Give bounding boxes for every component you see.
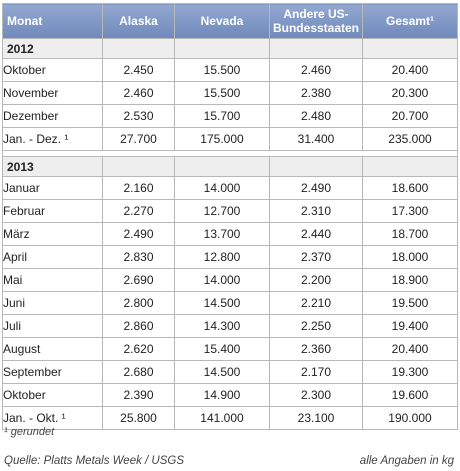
month-cell: Jan. - Dez. ¹ [3,128,103,151]
footnote: ¹ gerundet [4,426,55,438]
nevada-cell: 14.500 [175,361,270,384]
andere-cell: 2.380 [270,82,363,105]
month-cell: Juni [3,292,103,315]
alaska-cell: 2.800 [103,292,175,315]
table-row [3,82,458,105]
andere-cell: 2.480 [270,105,363,128]
andere-cell: 23.100 [270,407,363,430]
alaska-cell: 2.860 [103,315,175,338]
year-group-row [3,157,458,177]
table-row [3,59,458,82]
andere-cell: 2.460 [270,59,363,82]
year-row-empty-cell [270,157,363,177]
gesamt-cell: 19.500 [363,292,458,315]
alaska-cell: 25.800 [103,407,175,430]
nevada-cell: 13.700 [175,223,270,246]
alaska-cell: 2.460 [103,82,175,105]
andere-cell: 2.360 [270,338,363,361]
alaska-cell: 2.620 [103,338,175,361]
andere-cell: 2.250 [270,315,363,338]
nevada-cell: 12.700 [175,200,270,223]
nevada-cell: 175.000 [175,128,270,151]
table-row [3,105,458,128]
gesamt-cell: 18.600 [363,177,458,200]
gesamt-cell: 20.300 [363,82,458,105]
alaska-cell: 2.680 [103,361,175,384]
andere-cell: 2.300 [270,384,363,407]
month-cell: Oktober [3,59,103,82]
col-header-nevada: Nevada [175,4,270,39]
year-row-empty-cell [175,157,270,177]
year-row-empty-cell [270,39,363,59]
gesamt-cell: 19.300 [363,361,458,384]
nevada-cell: 15.500 [175,59,270,82]
month-cell: Dezember [3,105,103,128]
year-group-row [3,39,458,59]
nevada-cell: 15.400 [175,338,270,361]
year-row-empty-cell [175,39,270,59]
year-label: 2012 [3,39,103,59]
nevada-cell: 15.700 [175,105,270,128]
nevada-cell: 12.800 [175,246,270,269]
gesamt-cell: 18.900 [363,269,458,292]
gesamt-cell: 19.600 [363,384,458,407]
table-row [3,128,458,151]
alaska-cell: 2.270 [103,200,175,223]
table-row [3,200,458,223]
month-cell: Jan. - Okt. ¹ [3,407,103,430]
gesamt-cell: 18.700 [363,223,458,246]
year-row-empty-cell [363,157,458,177]
andere-cell: 2.490 [270,177,363,200]
gesamt-cell: 19.400 [363,315,458,338]
andere-cell: 2.370 [270,246,363,269]
table-row [3,292,458,315]
table-row [3,384,458,407]
year-row-empty-cell [363,39,458,59]
gesamt-cell: 235.000 [363,128,458,151]
andere-cell: 2.210 [270,292,363,315]
units-note: alle Angaben in kg [359,455,454,467]
month-cell: Mai [3,269,103,292]
table-row [3,223,458,246]
month-cell: Juli [3,315,103,338]
gesamt-cell: 18.000 [363,246,458,269]
table-row [3,246,458,269]
table-row [3,177,458,200]
alaska-cell: 2.160 [103,177,175,200]
andere-cell: 2.440 [270,223,363,246]
gold-production-table [2,3,458,430]
nevada-cell: 141.000 [175,407,270,430]
col-header-monat: Monat [3,4,103,39]
nevada-cell: 14.000 [175,269,270,292]
alaska-cell: 2.490 [103,223,175,246]
alaska-cell: 2.450 [103,59,175,82]
gesamt-cell: 20.700 [363,105,458,128]
source-note: Quelle: Platts Metals Week / USGS [4,455,185,467]
andere-cell: 2.310 [270,200,363,223]
year-row-empty-cell [103,157,175,177]
month-cell: August [3,338,103,361]
month-cell: November [3,82,103,105]
alaska-cell: 2.830 [103,246,175,269]
gesamt-cell: 17.300 [363,200,458,223]
alaska-cell: 2.690 [103,269,175,292]
table-body [3,39,458,430]
year-label: 2013 [3,157,103,177]
nevada-cell: 14.000 [175,177,270,200]
month-cell: Februar [3,200,103,223]
gesamt-cell: 20.400 [363,338,458,361]
table-row [3,407,458,430]
table-row [3,361,458,384]
nevada-cell: 14.300 [175,315,270,338]
table-header-row [3,4,458,39]
month-cell: März [3,223,103,246]
table-row [3,269,458,292]
col-header-gesamt: Gesamt¹ [363,4,458,39]
alaska-cell: 2.530 [103,105,175,128]
andere-cell: 2.200 [270,269,363,292]
col-header-alaska: Alaska [103,4,175,39]
andere-cell: 2.170 [270,361,363,384]
month-cell: April [3,246,103,269]
month-cell: Oktober [3,384,103,407]
nevada-cell: 14.900 [175,384,270,407]
month-cell: September [3,361,103,384]
alaska-cell: 27.700 [103,128,175,151]
nevada-cell: 14.500 [175,292,270,315]
nevada-cell: 15.500 [175,82,270,105]
gesamt-cell: 20.400 [363,59,458,82]
table-row [3,315,458,338]
year-row-empty-cell [103,39,175,59]
month-cell: Januar [3,177,103,200]
alaska-cell: 2.390 [103,384,175,407]
table-row [3,338,458,361]
andere-cell: 31.400 [270,128,363,151]
col-header-andere: Andere US-Bundesstaaten [270,4,363,39]
gesamt-cell: 190.000 [363,407,458,430]
